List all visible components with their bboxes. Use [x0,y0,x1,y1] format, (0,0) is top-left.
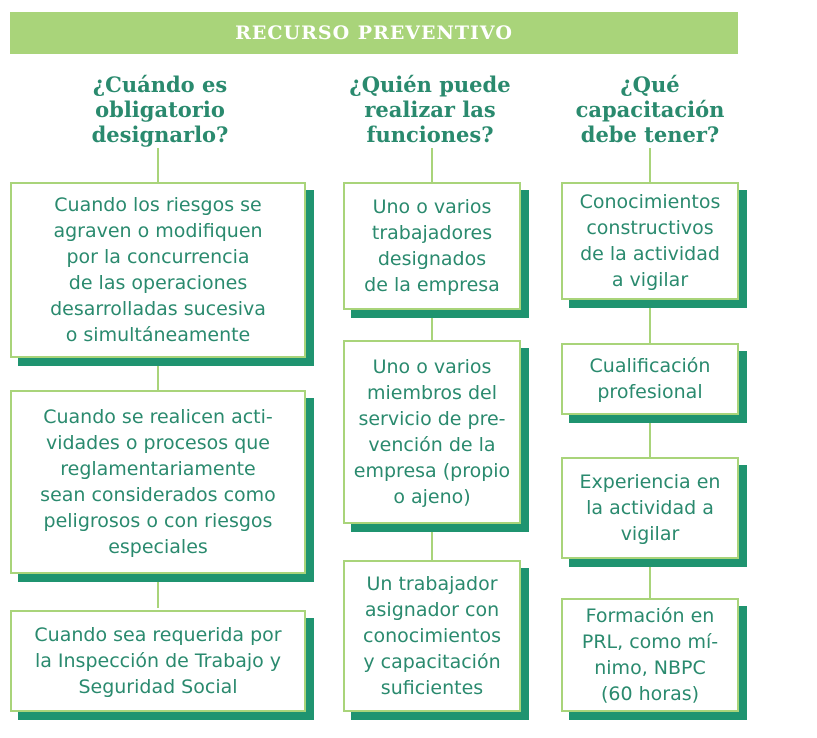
column-title-when: ¿Cuándo es obligatorio designarlo? [91,72,229,147]
when-item-3: Cuando sea requerida por la Inspección de Trabajo y Seguridad Social [10,610,306,712]
who-item-2: Uno o varios miembros del servicio de pre- vención de la empresa (propio o ajeno) [343,340,521,524]
training-item-4: Formación en PRL, como mí- nimo, NBPC (60 horas) [561,598,739,712]
training-item-3: Experiencia en la actividad a vigilar [561,457,739,559]
when-item-1: Cuando los riesgos se agraven o modifiquen por la concurrencia de las operaciones desarrolladas sucesiva o simultáneamente [10,182,306,358]
column-title-training: ¿Qué capacitación debe tener? [575,72,725,147]
column-title-who: ¿Quién puede realizar las funciones? [349,72,511,147]
training-item-1: Conocimientos constructivos de la actividad a vigilar [561,182,739,300]
when-item-2: Cuando se realicen acti- vidades o procesos que reglamentariamente sean considerados como peligrosos o con riesgos especiales [10,390,306,574]
header-banner: RECURSO PREVENTIVO [10,12,738,54]
who-item-1: Uno o varios trabajadores designados de la empresa [343,182,521,310]
who-item-3: Un trabajador asignador con conocimientos y capacitación suficientes [343,560,521,712]
training-item-2: Cualificación profesional [561,343,739,415]
